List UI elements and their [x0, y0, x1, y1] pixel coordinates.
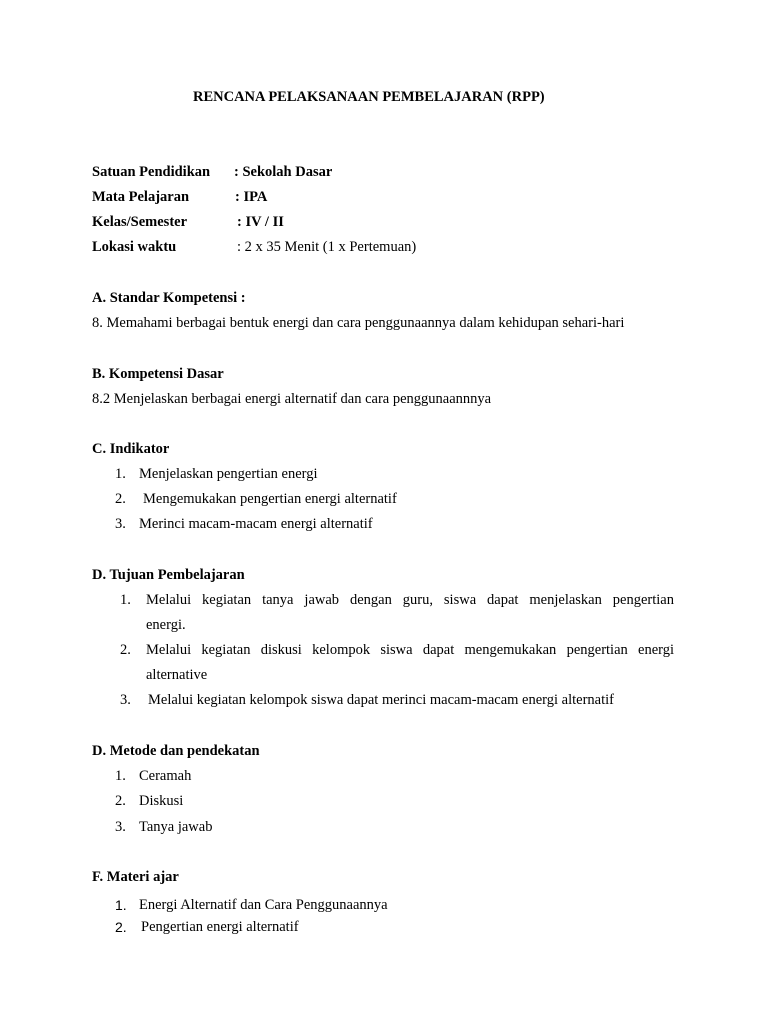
- list-number: 2.: [115, 491, 126, 507]
- list-number: 3.: [115, 516, 126, 532]
- list-item: Tanya jawab: [139, 819, 213, 835]
- list-number: 3.: [120, 692, 131, 708]
- list-item-continuation: alternative: [146, 667, 208, 683]
- identity-value: : IV / II: [237, 214, 284, 230]
- identity-value: : Sekolah Dasar: [234, 164, 333, 180]
- list-item: Mengemukakan pengertian energi alternatif: [143, 491, 397, 507]
- list-item: Menjelaskan pengertian energi: [139, 466, 318, 482]
- list-item: Energi Alternatif dan Cara Penggunaannya: [139, 897, 388, 913]
- section-f-heading: F. Materi ajar: [92, 869, 179, 885]
- list-item: Melalui kegiatan kelompok siswa dapat merinci macam-macam energi alternatif: [148, 692, 614, 708]
- list-item: Diskusi: [139, 793, 184, 809]
- section-d-heading: D. Tujuan Pembelajaran: [92, 567, 245, 583]
- list-number: 1.: [115, 768, 126, 784]
- list-number: 2.: [115, 919, 127, 935]
- list-number: 1.: [115, 466, 126, 482]
- list-number: 2.: [120, 642, 131, 658]
- section-methods-heading: D. Metode dan pendekatan: [92, 743, 260, 759]
- list-item: Melalui kegiatan diskusi kelompok siswa dapat mengemukakan pengertian energi: [146, 642, 674, 658]
- list-item: Merinci macam-macam energi alternatif: [139, 516, 373, 532]
- list-number: 2.: [115, 793, 126, 809]
- list-item-continuation: energi.: [146, 617, 186, 633]
- identity-label: Satuan Pendidikan: [92, 164, 211, 180]
- identity-label: Kelas/Semester: [92, 214, 188, 230]
- section-a-text: 8. Memahami berbagai bentuk energi dan cara penggunaannya dalam kehidupan sehari-hari: [92, 315, 625, 331]
- identity-value: : IPA: [235, 189, 268, 205]
- list-item: Melalui kegiatan tanya jawab dengan guru, siswa dapat menjelaskan pengertian: [146, 592, 674, 608]
- list-number: 1.: [120, 592, 131, 608]
- list-number: 3.: [115, 819, 126, 835]
- section-c-heading: C. Indikator: [92, 441, 170, 457]
- section-a-heading: A. Standar Kompetensi :: [92, 290, 246, 306]
- identity-label: Lokasi waktu: [92, 239, 177, 255]
- list-item: Pengertian energi alternatif: [141, 919, 299, 935]
- list-item: Ceramah: [139, 768, 192, 784]
- section-b-text: 8.2 Menjelaskan berbagai energi alternatif dan cara penggunaannnya: [92, 391, 492, 407]
- section-b-heading: B. Kompetensi Dasar: [92, 366, 224, 382]
- document-title: RENCANA PELAKSANAAN PEMBELAJARAN (RPP): [193, 89, 545, 105]
- identity-label: Mata Pelajaran: [92, 189, 190, 205]
- identity-value: : 2 x 35 Menit (1 x Pertemuan): [237, 239, 417, 255]
- list-number: 1.: [115, 897, 127, 913]
